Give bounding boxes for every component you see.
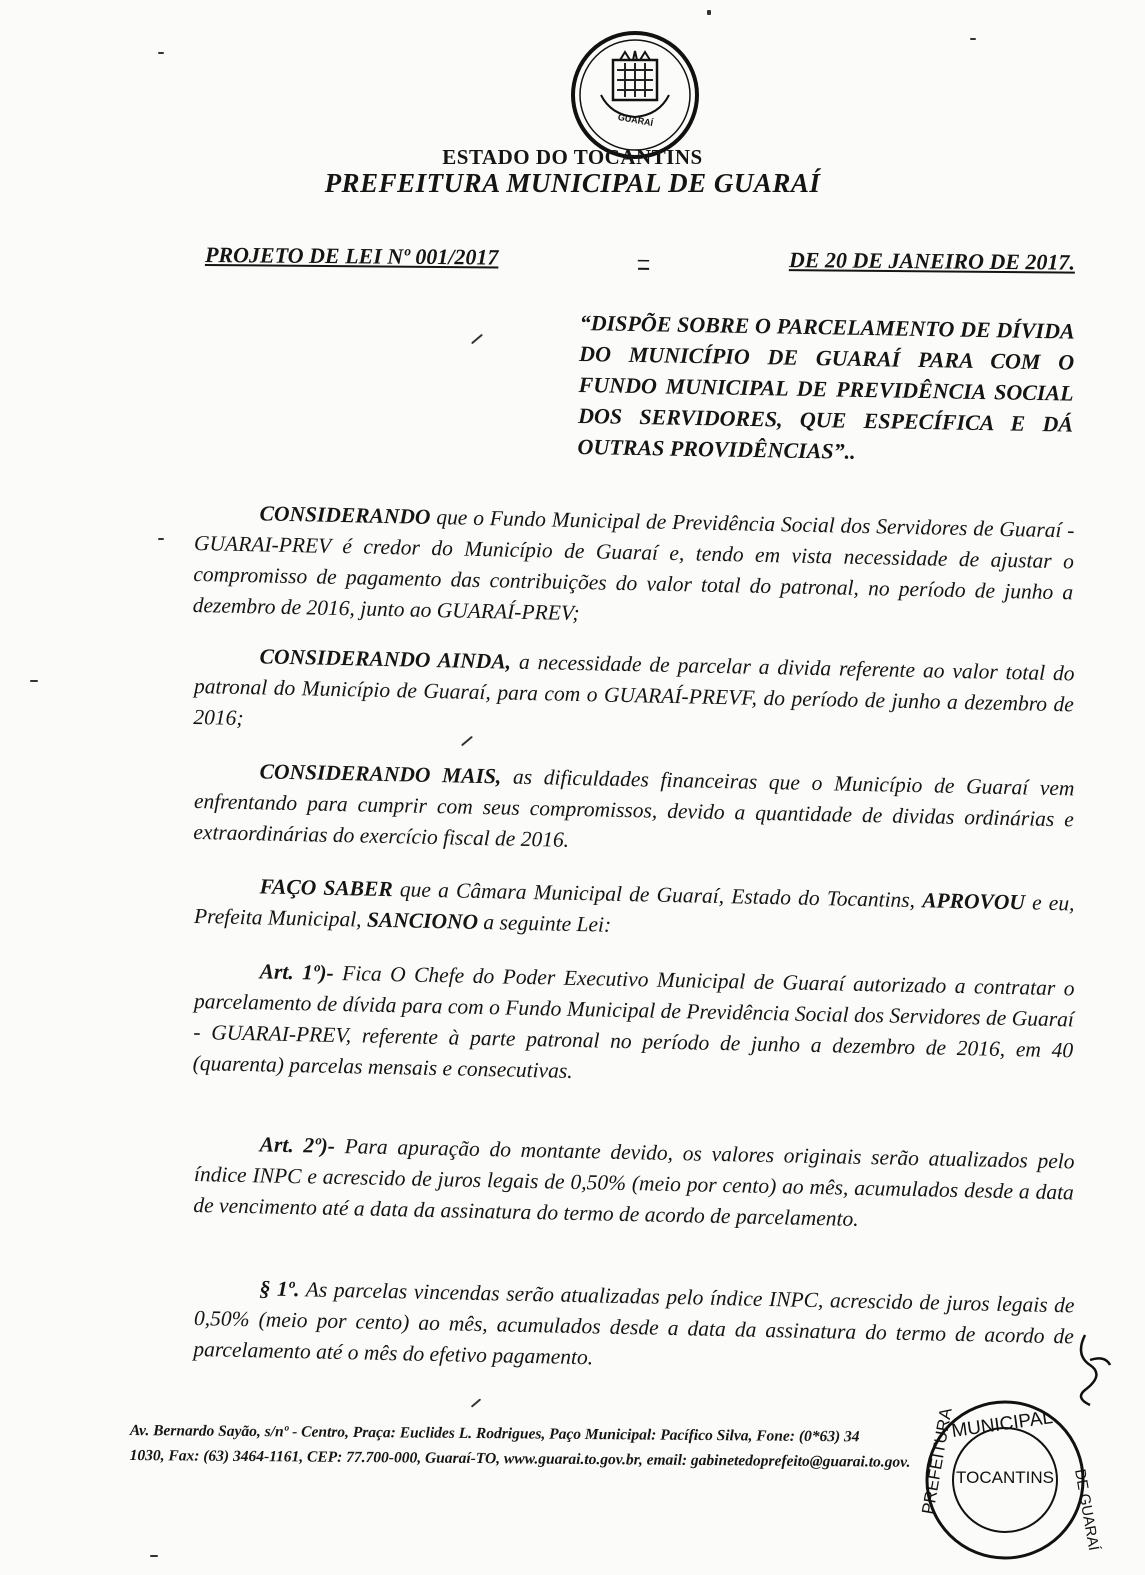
paragraph-lead: CONSIDERANDO AINDA, [259, 644, 512, 674]
scan-speck [707, 10, 711, 15]
article-lead: Art. 2º)- [259, 1132, 336, 1158]
state-name: ESTADO DO TOCANTINS [442, 145, 703, 169]
scan-speck [471, 334, 483, 345]
signature-mark [1065, 1330, 1115, 1410]
prefecture-stamp-icon [905, 1385, 1103, 1560]
paragraph-lead: FAÇO SABER [259, 874, 393, 902]
article-text: Para apuração do montante devido, os valores originais serão atualizados pelo índice INPC e acrescido de juros legais de 0,50% (meio por cento) ao mês, acumulados desde a data de vencimento até a data da assinatura do termo de acordo de parcelamento. [193, 1133, 1075, 1231]
bill-date: DE 20 DE JANEIRO DE 2017. [788, 247, 1076, 275]
paragraph-text: as dificuldades financeiras que o Município de Guaraí vem enfrentando para cumprir com seus compromissos, devido a quantidade de dividas ordinárias e extraordinárias do exercício fiscal de 2016. [193, 764, 1075, 852]
footer-line-1: Av. Bernardo Sayão, s/nº - Centro, Praça: Euclides L. Rodrigues, Paço Municipal: Pacífico Silva, Fone: (0*63) 34 [129, 1421, 860, 1446]
scan-speck [158, 538, 164, 540]
paragraph-text: a necessidade de parcelar a divida referente ao valor total do patronal do Município de Guaraí, para com o GUARAÍ-PREVF, do período de junho a dezembro de 2016; [193, 649, 1075, 731]
paragraph-text: As parcelas vincendas serão atualizadas pelo índice INPC, acrescido de juros legais de 0,50% (meio por cento) ao mês, acumulados desde a data da assinatura do termo de acordo de parcelamento até o mês do efetivo pagamento. [193, 1277, 1075, 1370]
sanciono-word: SANCIONO [366, 907, 479, 934]
scan-speck [158, 52, 164, 54]
ementa: “DISPÕE SOBRE O PARCELAMENTO DE DÍVIDA DO MUNICÍPIO DE GUARAÍ PARA COM O FUNDO MUNICIPAL DE PREVIDÊNCIA SOCIAL DOS SERVIDORES, QUE ESPECÍFICA E DÁ OUTRAS PROVIDÊNCIAS”.. [577, 309, 1075, 464]
paragraph-lead: CONSIDERANDO MAIS, [259, 759, 502, 789]
paragraph-considerando [192, 497, 1074, 639]
paragraph-text-2: e eu, Prefeita Municipal, [193, 890, 1075, 932]
stamp-top-text: MUNICIPAL [950, 1407, 1055, 1443]
article-1 [192, 955, 1074, 1097]
article-lead: Art. 1º)- [259, 959, 334, 985]
bill-title-line [205, 242, 1075, 276]
municipal-seal-emblem [565, 25, 705, 165]
stamp-left-text: PREFEITURA [918, 1406, 956, 1516]
scan-speck [30, 680, 38, 682]
scan-speck [150, 1555, 158, 1557]
article-text: Fica O Chefe do Poder Executivo Municipal de Guaraí autorizado a contratar o parcelamento de dívida para com o Fundo Municipal de Previdência Social dos Servidores de Guaraí - GUARAI-PREV, referente à parte patronal no período de junho a dezembro de 2016, em 40 (quarenta) parcelas mensais e consecutivas. [192, 960, 1075, 1083]
paragraph-1 [193, 1272, 1075, 1383]
article-2 [193, 1128, 1075, 1239]
aprovou-word: APROVOU [921, 888, 1026, 915]
scan-speck [970, 38, 976, 40]
paragraph-lead: CONSIDERANDO [259, 501, 431, 529]
bill-number: PROJETO DE LEI Nº 001/2017 [204, 242, 499, 270]
prefecture-name: PREFEITURA MUNICIPAL DE GUARAÍ [324, 168, 821, 198]
paragraph-considerando-ainda [193, 640, 1075, 751]
paragraph-lead: § 1º. [259, 1276, 300, 1302]
paragraph-text-3: a seguinte Lei: [477, 909, 612, 937]
paragraph-considerando-mais [193, 755, 1075, 866]
stamp-center-text: TOCANTINS [956, 1468, 1054, 1487]
paragraph-faco-saber [194, 870, 1075, 950]
title-dash: – [638, 245, 650, 271]
stamp-right-text: DE GUARAÍ [1071, 1467, 1103, 1552]
footer-line-2: 1030, Fax: (63) 3464-1161, CEP: 77.700-000, Guaraí-TO, www.guarai.to.gov.br, email: gabinetedoprefeito@guarai.to.gov. [129, 1446, 911, 1471]
paragraph-text: que a Câmara Municipal de Guaraí, Estado do Tocantins, [392, 877, 923, 913]
seal-text: GUARAÍ [617, 112, 654, 129]
paragraph-text: que o Fundo Municipal de Previdência Social dos Servidores de Guaraí - GUARAI-PREV é credor do Município de Guaraí e, tendo em vista necessidade de ajustar o compromisso de pagamento das contribuições do valor total do patronal, no período de junho a dezembro de 2016, junto ao GUARAÍ-PREV; [192, 504, 1075, 626]
scan-speck [471, 1398, 481, 1407]
